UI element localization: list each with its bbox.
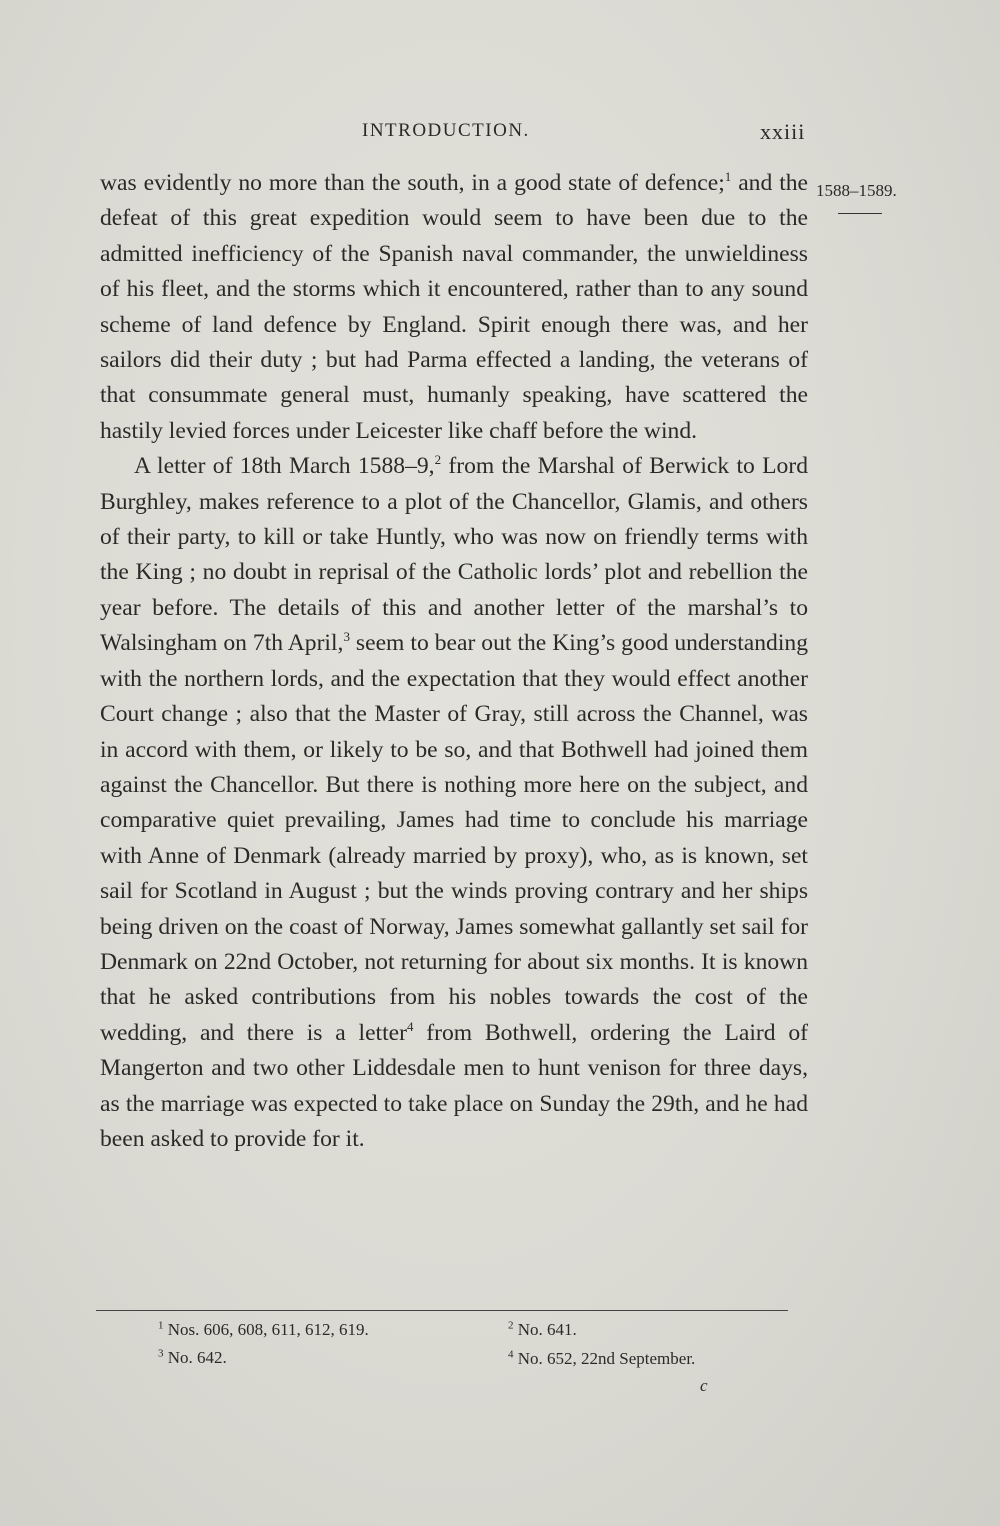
paragraph-2: A letter of 18th March 1588–9,$^2$ from the Marshal of Berwick to Lord Burghley, makes reference to a plot of the Chancellor, Glamis, and others of their party, to kill or take Huntly, who was now on friendly terms with the King ; no doubt in reprisal of the Catholic lords’ plot and rebellion the year before. The details of this and another letter of the marshal’s to Walsingham on 7th April,$^3$ seem to bear out the King’s good understanding with the northern lords, and the expectation that they would effect another Court change ; also that the Master of Gray, still across the Channel, was in accord with them, or likely to be so, and that Bothwell had joined them against the Chancellor. But there is nothing more here on the subject, and comparative quiet prevailing, James had time to conclude his marriage with Anne of Denmark (already married by proxy), who, as is known, set sail for Scotland in August ; but the winds proving contrary and her ships being driven on the coast of Norway, James somewhat gallantly set sail for Denmark on 22nd October, not returning for about six months. It is known that he asked contributions from his nobles towards the cost of the wedding, and there is a letter$^4$ from Bothwell, ordering the Laird of Mangerton and two other Liddesdale men to hunt venison for three days, as the marriage was expected to take place on Sunday the 29th, and he had been asked to provide for it. [100,452,808,1152]
footnote-2: $^2$ No. 641. [508,1319,577,1339]
footnote-4: $^4$ No. 652, 22nd September. [508,1348,696,1368]
footnote-ref-1: 1 [724,169,732,185]
footnote-1: $^1$ Nos. 606, 608, 611, 612, 619. [158,1319,369,1339]
footnote-ref-4: 4 [406,1018,414,1034]
body-text [100,166,808,1157]
footnote-ref-2: 2 [434,452,442,468]
footnote-ref-3: 3 [343,629,350,645]
footnote-3: $^3$ No. 642. [158,1347,227,1367]
margin-date-note: 1588–1589. [816,181,897,200]
running-head-title: INTRODUCTION. [362,120,530,141]
margin-rule [838,213,882,214]
signature-mark: c [700,1376,708,1395]
page-number: xxiii [760,119,806,144]
footnote-rule [96,1310,788,1311]
paragraph-1: was evidently no more than the south, in a good state of defence;$^1$ and the defeat of this great expedition would seem to have been due to the admitted inefficiency of the Spanish naval commander, the unwieldiness of his fleet, and the storms which it encountered, rather than to any sound scheme of land defence by England. Spirit enough there was, and her sailors did their duty ; but had Parma effected a landing, the veterans of that consummate general must, humanly speaking, have scattered the hastily levied forces under Leicester like chaff before the wind. [100,169,809,444]
